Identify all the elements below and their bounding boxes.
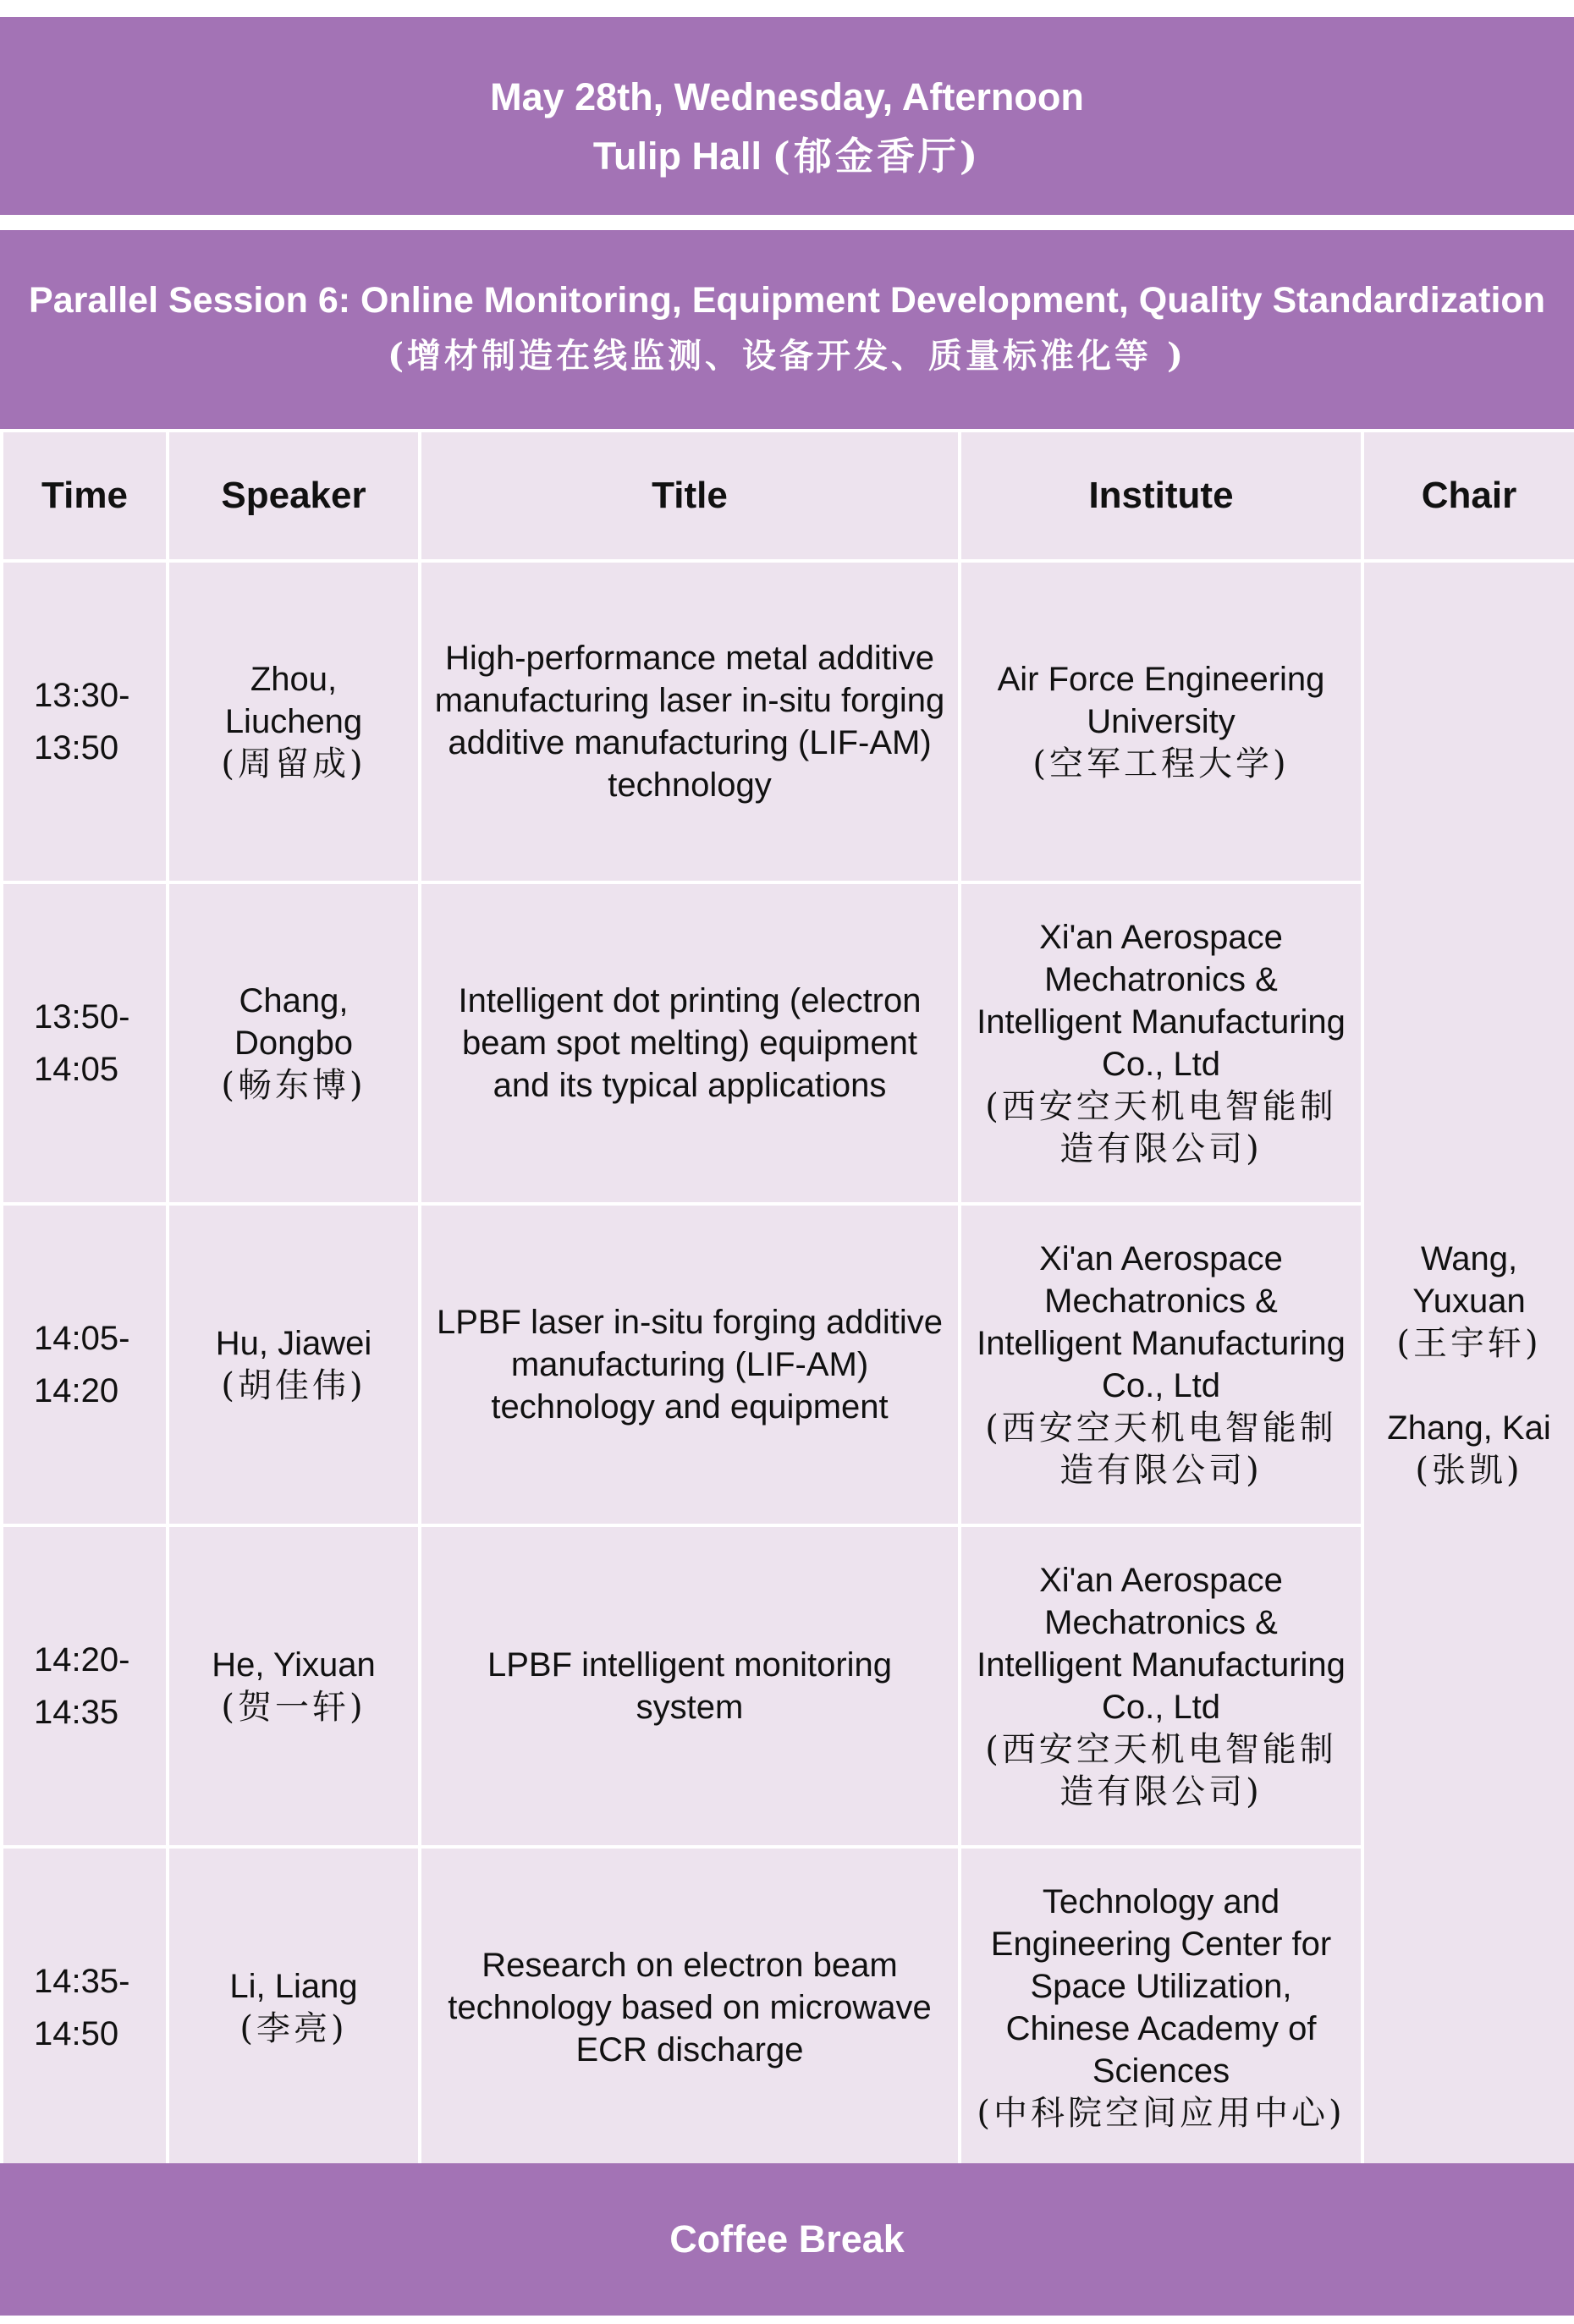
title-cell: LPBF intelligent monitoring system: [420, 1525, 960, 1847]
institute-cell: [960, 882, 1362, 1204]
speaker-name-cn: (李亮): [239, 2009, 348, 2048]
table-header-row: [2, 431, 1574, 561]
chair-name-cn: (王宇轩): [1396, 1324, 1542, 1363]
institute-name-cn: (中科院空间应用中心): [977, 2094, 1346, 2133]
institute-name-cn: (西安空天机电智能制造有限公司): [985, 1409, 1337, 1490]
chair-spacer: [1374, 1365, 1564, 1407]
institute-cell: [960, 1204, 1362, 1525]
institute-name-cn: (西安空天机电智能制造有限公司): [985, 1730, 1337, 1811]
institute-cell: [960, 1525, 1362, 1847]
institute-cell: [960, 561, 1362, 882]
time-start: 14:35-: [34, 1963, 130, 2000]
table-row: [2, 1204, 1574, 1525]
time-start: 14:05-: [34, 1320, 130, 1357]
session-title: Parallel Session 6: Online Monitoring, Equipment Development, Quality Standardization: [29, 280, 1545, 321]
speaker-name: He, Yixuan: [212, 1646, 376, 1684]
time-start: 13:50-: [34, 998, 130, 1036]
column-header-chair: Chair: [1362, 431, 1574, 561]
title-cell: Intelligent dot printing (electron beam spot melting) equipment and its typical applications: [420, 882, 960, 1204]
speaker-cell: [168, 1525, 420, 1847]
time-end: 14:35: [34, 1694, 119, 1731]
speaker-name: Hu, Jiawei: [215, 1325, 372, 1362]
speaker-name-cn: (周留成): [221, 744, 366, 783]
table-row: [2, 1525, 1574, 1847]
speaker-cell: [168, 1847, 420, 2168]
institute-name-cn: (西安空天机电智能制造有限公司): [985, 1087, 1337, 1168]
speaker-name: Chang, Dongbo: [234, 982, 354, 1062]
session-date: May 28th, Wednesday, Afternoon: [490, 75, 1084, 118]
institute-name: Air Force Engineering University: [997, 661, 1325, 740]
institute-cell: [960, 1847, 1362, 2168]
chair-name-cn: (张凯): [1415, 1451, 1523, 1490]
time-cell: [2, 1525, 168, 1847]
institute-name: Technology and Engineering Center for Space Utilization, Chinese Academy of Sciences: [990, 1883, 1332, 2090]
speaker-name: Zhou, Liucheng: [224, 661, 363, 740]
time-start: 13:30-: [34, 677, 130, 714]
table-row: [2, 561, 1574, 882]
column-header-institute: Institute: [960, 431, 1362, 561]
column-header-time: Time: [2, 431, 168, 561]
speaker-name-cn: (贺一轩): [221, 1688, 366, 1727]
time-end: 14:05: [34, 1051, 119, 1088]
chair-name: Wang, Yuxuan: [1412, 1240, 1526, 1320]
time-start: 14:20-: [34, 1641, 130, 1678]
venue-name-cn: (郁金香厅): [772, 134, 982, 179]
time-cell: [2, 1847, 168, 2168]
venue-name: Tulip Hall: [592, 135, 762, 178]
speaker-cell: [168, 561, 420, 882]
institute-name-cn: (空军工程大学): [1032, 744, 1290, 783]
column-header-title: Title: [420, 431, 960, 561]
chair-name: Zhang, Kai: [1387, 1409, 1551, 1447]
time-cell: [2, 882, 168, 1204]
schedule-table: [0, 429, 1574, 2170]
institute-name: Xi'an Aerospace Mechatronics & Intelligent Manufacturing Co., Ltd: [977, 919, 1346, 1083]
coffee-break-banner: Coffee Break: [0, 2163, 1574, 2316]
institute-name: Xi'an Aerospace Mechatronics & Intelligent Manufacturing Co., Ltd: [977, 1240, 1346, 1404]
title-cell: LPBF laser in-situ forging additive manufacturing (LIF-AM) technology and equipment: [420, 1204, 960, 1525]
column-header-speaker: Speaker: [168, 431, 420, 561]
venue: [0, 127, 1574, 186]
speaker-cell: [168, 1204, 420, 1525]
chair-cell: [1362, 561, 1574, 2168]
table-row: [2, 882, 1574, 1204]
speaker-name-cn: (胡佳伟): [221, 1366, 366, 1405]
session-header: [0, 230, 1574, 429]
table-row: [2, 1847, 1574, 2168]
speaker-name: Li, Liang: [229, 1968, 358, 2005]
time-end: 13:50: [34, 729, 119, 766]
speaker-name-cn: (畅东博): [221, 1066, 366, 1105]
session-title-cn: (增材制造在线监测、设备开发、质量标准化等 ): [388, 336, 1186, 376]
speaker-cell: [168, 882, 420, 1204]
date-venue-header: [0, 17, 1574, 215]
title-cell: Research on electron beam technology based on microwave ECR discharge: [420, 1847, 960, 2168]
time-end: 14:50: [34, 2015, 119, 2052]
time-cell: [2, 1204, 168, 1525]
time-end: 14:20: [34, 1372, 119, 1409]
time-cell: [2, 561, 168, 882]
institute-name: Xi'an Aerospace Mechatronics & Intelligent Manufacturing Co., Ltd: [977, 1562, 1346, 1726]
title-cell: High-performance metal additive manufacturing laser in-situ forging additive manufacturing (LIF-AM) technology: [420, 561, 960, 882]
